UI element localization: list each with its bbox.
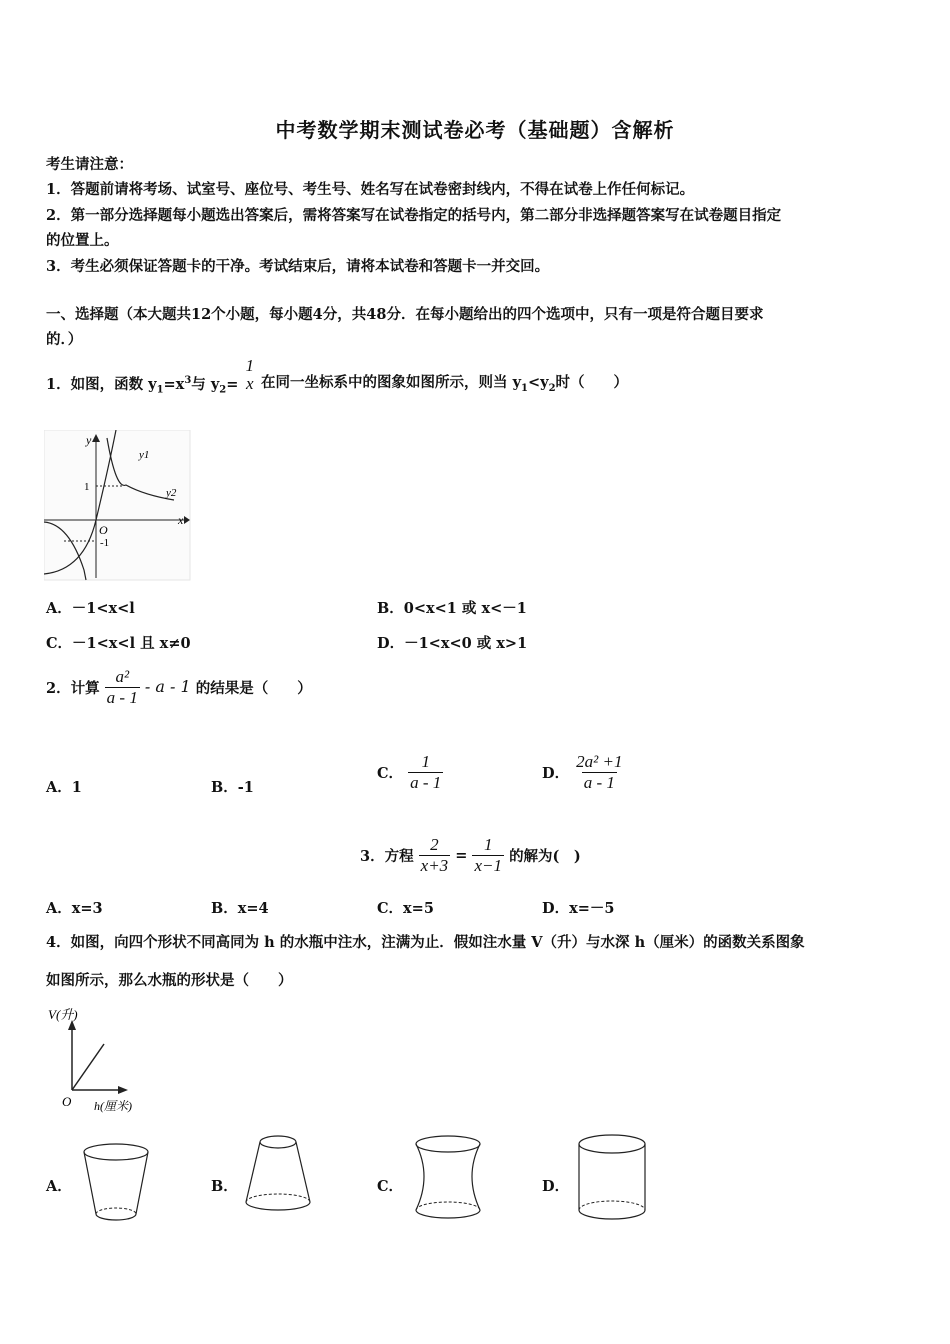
- question-3-option-b[interactable]: B．x=4: [211, 900, 269, 917]
- question-3-option-a[interactable]: A．x=3: [46, 900, 103, 917]
- question-1-option-b[interactable]: B．0<x<1 或 x<－1: [377, 600, 527, 617]
- q4-graph-v-label: V(升): [48, 1007, 78, 1022]
- graph-y2-label: y2: [166, 487, 177, 499]
- question-1-option-a[interactable]: A．－1<x<l: [46, 600, 135, 617]
- question-4-option-a[interactable]: A．: [46, 1178, 72, 1195]
- fraction-1-over-x-minus-1: $\frac{1}{x-1}$: [474, 835, 502, 875]
- question-1-option-d[interactable]: D．－1<x<0 或 x>1: [377, 635, 528, 652]
- question-1-stem: 1．如图，函数 $y_1=x^3$与 $y_2=$ 1 x 在同一坐标系中的图象如图所示，则当 $y_1<y_2$时（ ）: [46, 355, 629, 396]
- q4-graph-h-label: h(厘米): [94, 1099, 132, 1113]
- bottle-a-icon: [78, 1140, 154, 1224]
- section-heading-cont: 的．）: [46, 331, 83, 348]
- notice-item-3: 3．考生必须保证答题卡的干净。考试结束后，请将本试卷和答题卡一并交回。: [46, 258, 550, 275]
- notice-item-2: 2．第一部分选择题每小题选出答案后，需将答案写在试卷指定的括号内，第二部分非选择题答案写在试卷题目指定: [46, 207, 782, 224]
- fraction-a2-over-a-1: $\frac{\text{a²}}{a - 1}$: [106, 667, 138, 707]
- section-heading: 一、选择题（本大题共12个小题，每小题4分，共48分．在每小题给出的四个选项中，只有一项是符合题目要求: [46, 306, 764, 323]
- question-4-option-b[interactable]: B．: [211, 1178, 238, 1195]
- q4-graph-origin: O: [62, 1094, 72, 1109]
- graph-tick-1: 1: [84, 481, 90, 493]
- question-4-graph: [44, 1004, 174, 1116]
- graph-origin-label: O: [99, 523, 108, 537]
- fraction-1-over-x: 1 x: [245, 355, 254, 393]
- graph-x-label: x: [178, 513, 184, 527]
- bottle-c-icon: [410, 1132, 486, 1224]
- question-1-option-c[interactable]: C．－1<x<l 且 x≠0: [46, 635, 191, 652]
- notice-heading: 考生请注意：: [46, 156, 133, 173]
- question-4-option-c[interactable]: C．: [377, 1178, 404, 1195]
- graph-y-label: y: [86, 433, 92, 447]
- question-2-option-c[interactable]: C． $\frac{1}{a - 1}$: [377, 752, 442, 792]
- question-3-option-c[interactable]: C．x=5: [377, 900, 434, 917]
- option-c-fraction: $\frac{1}{a - 1}$: [410, 752, 442, 792]
- option-d-fraction: $\frac{\text{2a² +1}}{a - 1}$: [576, 752, 623, 792]
- page-title: 中考数学期末测试卷必考（基础题）含解析: [275, 118, 675, 142]
- bottle-d-icon: [574, 1130, 650, 1224]
- question-2-option-b[interactable]: B．-1: [211, 779, 254, 796]
- graph-y1-label: y1: [139, 449, 150, 461]
- question-2-option-d[interactable]: D． $\frac{\text{2a² +1}}{a - 1}$: [542, 752, 623, 792]
- question-4-option-d[interactable]: D．: [542, 1178, 570, 1195]
- notice-item-2-cont: 的位置上。: [46, 232, 119, 249]
- question-3-stem: 3．方程 $\frac{2}{x+3}$ = $\frac{1}{x-1}$ 的解为( ): [360, 835, 581, 875]
- question-4-stem: 4．如图，向四个形状不同高同为 h 的水瓶中注水，注满为止．假如注水量 V（升）与水深 h（厘米）的函数关系图象: [46, 934, 805, 951]
- notice-item-1: 1．答题前请将考场、试室号、座位号、考生号、姓名写在试卷密封线内，不得在试卷上作任何标记。: [46, 181, 695, 198]
- graph-tick-neg1: -1: [100, 537, 110, 549]
- fraction-2-over-x-plus-3: $\frac{2}{x+3}$: [420, 835, 449, 875]
- question-2-stem: 2．计算 $\frac{\text{a²}}{a - 1}$ - a - 1 的结果是（ ）: [46, 667, 312, 707]
- question-2-option-a[interactable]: A．1: [46, 779, 82, 796]
- question-4-stem-cont: 如图所示，那么水瓶的形状是（ ）: [46, 972, 293, 989]
- bottle-b-icon: [240, 1130, 316, 1214]
- question-1-graph: [44, 430, 192, 582]
- question-3-option-d[interactable]: D．x=－5: [542, 900, 615, 917]
